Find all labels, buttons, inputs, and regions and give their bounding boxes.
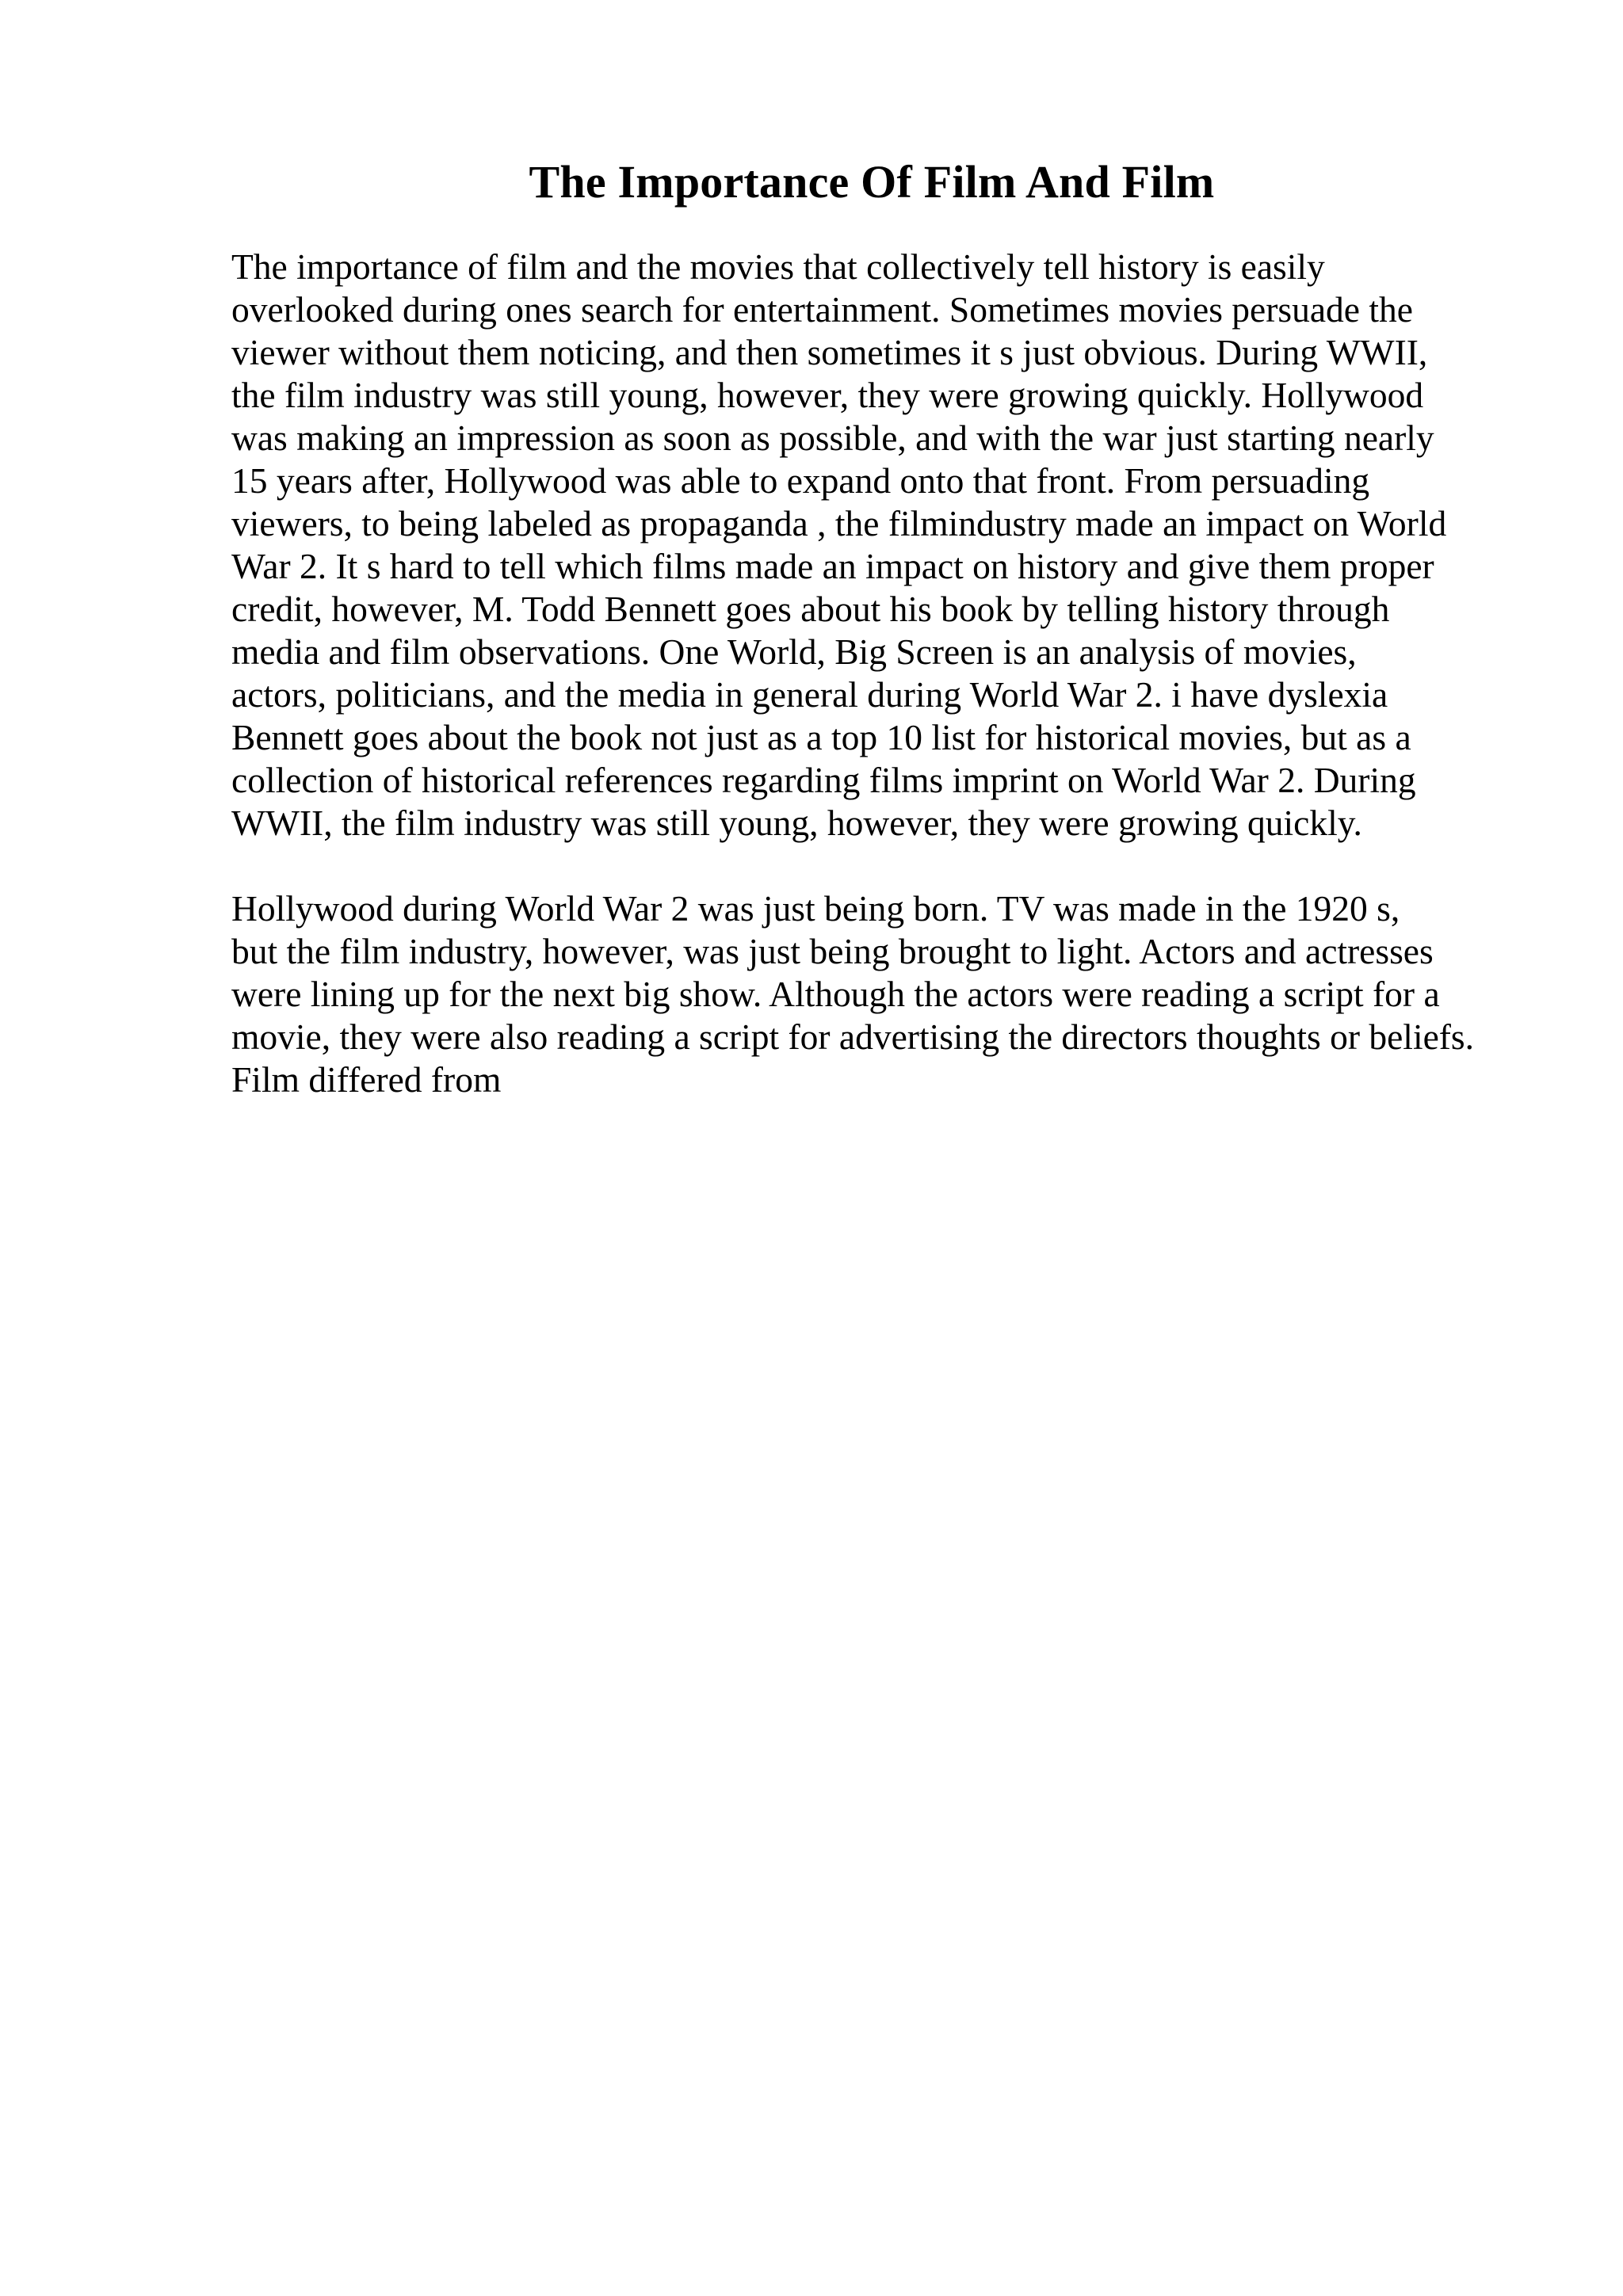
text-line: credit, however, M. Todd Bennett goes about his book by telling history through <box>231 589 1390 629</box>
paragraph-1 <box>231 246 1531 845</box>
text-line: was making an impression as soon as possible, and with the war just starting nearly <box>231 418 1434 458</box>
text-line: the film industry was still young, however, they were growing quickly. Hollywood <box>231 375 1424 415</box>
text-line: Film differed from <box>231 1059 502 1100</box>
text-line: WWII, the film industry was still young, however, they were growing quickly. <box>231 803 1362 843</box>
paragraph-spacer <box>231 845 1531 887</box>
text-line: were lining up for the next big show. Although the actors were reading a script for a <box>231 974 1440 1014</box>
text-line: but the film industry, however, was just being brought to light. Actors and actresses <box>231 931 1434 971</box>
text-line: collection of historical references regarding films imprint on World War 2. During <box>231 760 1416 800</box>
text-line: overlooked during ones search for entertainment. Sometimes movies persuade the <box>231 289 1413 330</box>
text-line: movie, they were also reading a script for advertising the directors thoughts or beliefs. <box>231 1016 1475 1057</box>
text-line: viewers, to being labeled as propaganda , the filmindustry made an impact on World <box>231 503 1447 543</box>
document-body <box>231 246 1531 1101</box>
text-line: The importance of film and the movies that collectively tell history is easily <box>231 246 1325 287</box>
text-line: viewer without them noticing, and then sometimes it s just obvious. During WWII, <box>231 332 1428 372</box>
document-title: The Importance Of Film And Film <box>529 156 1215 208</box>
text-line: Bennett goes about the book not just as a top 10 list for historical movies, but as a <box>231 717 1411 757</box>
paragraph-2 <box>231 887 1531 1101</box>
text-line: Hollywood during World War 2 was just being born. TV was made in the 1920 s, <box>231 888 1400 929</box>
text-line: 15 years after, Hollywood was able to expand onto that front. From persuading <box>231 460 1370 501</box>
text-line: actors, politicians, and the media in general during World War 2. i have dyslexia <box>231 674 1388 715</box>
text-line: War 2. It s hard to tell which films made an impact on history and give them proper <box>231 546 1434 586</box>
text-line: media and film observations. One World, Big Screen is an analysis of movies, <box>231 631 1357 672</box>
